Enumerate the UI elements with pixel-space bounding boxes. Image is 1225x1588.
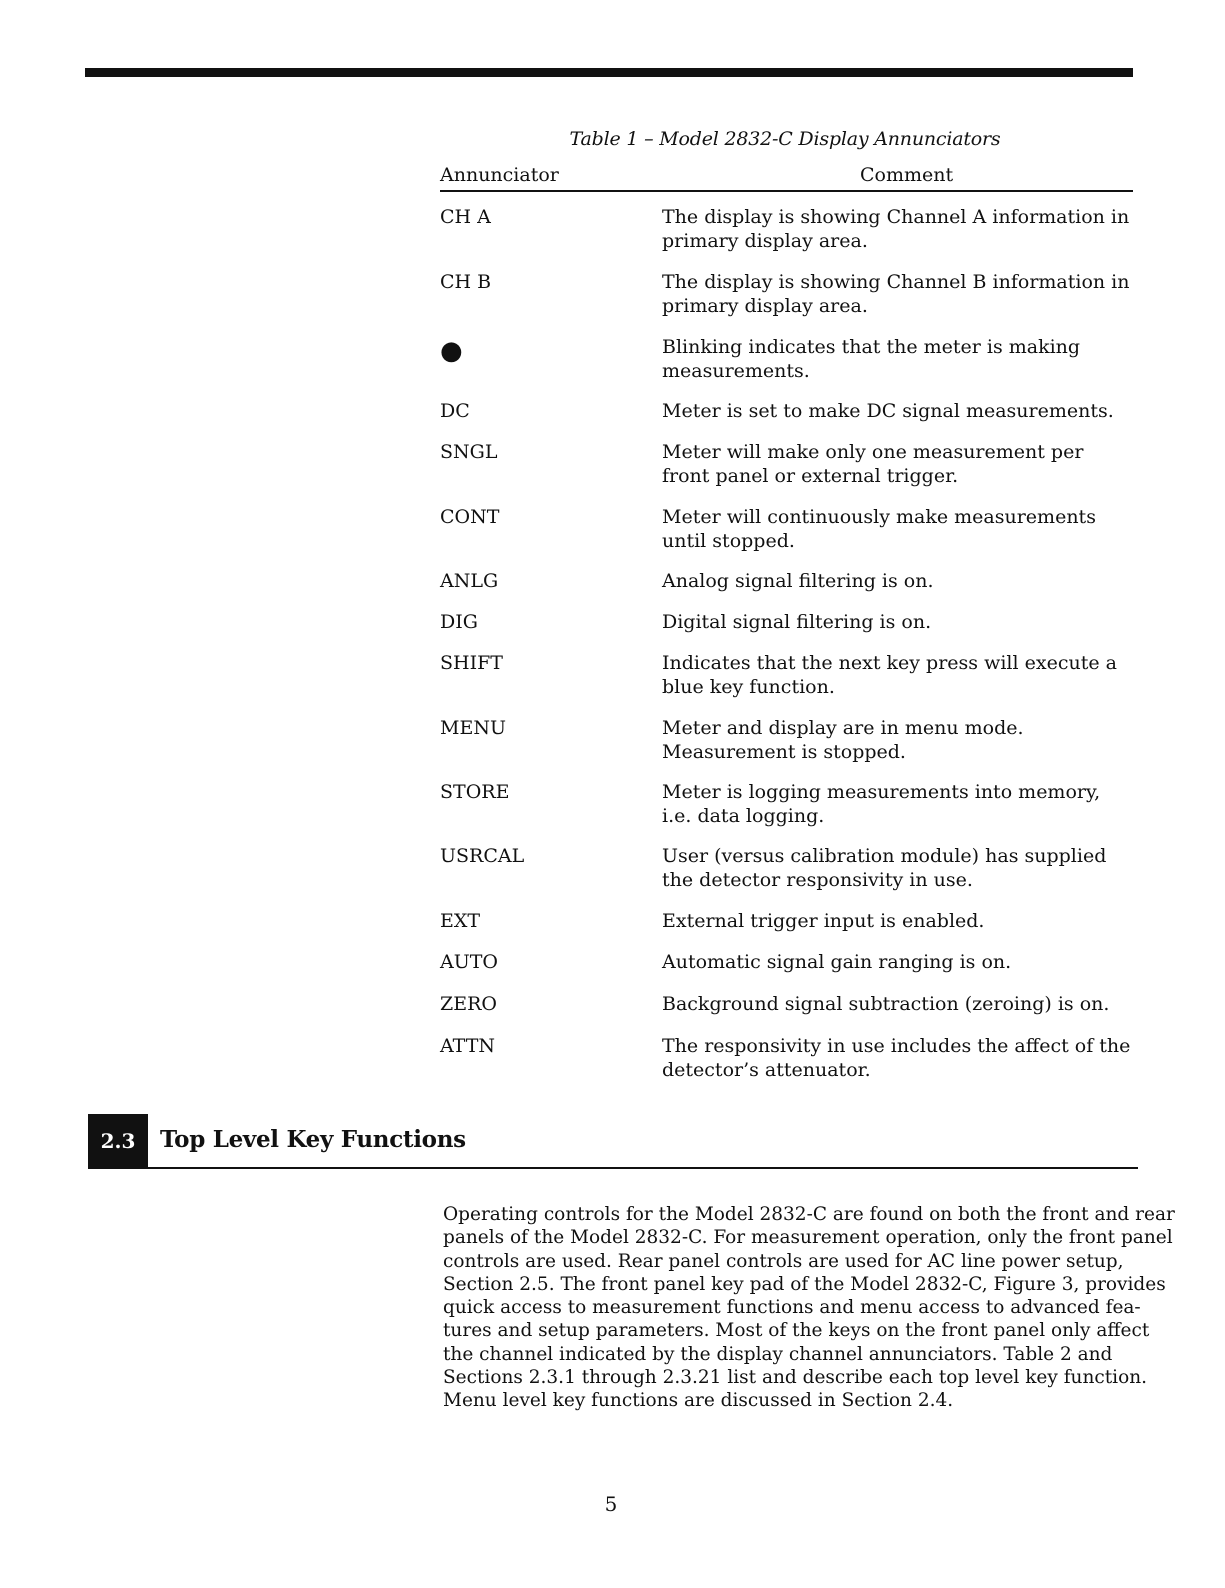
section-paragraph <box>443 1203 1175 1413</box>
table-header <box>440 164 1133 192</box>
annunciator-label: AUTO <box>440 951 498 973</box>
annunciator-label: EXT <box>440 910 481 932</box>
paragraph-line: Operating controls for the Model 2832-C are found on both the front and rear <box>443 1204 1175 1225</box>
page-number: 5 <box>604 1492 618 1516</box>
annunciator-comment: Meter will continuously make measurements until stopped. <box>662 506 1096 552</box>
paragraph-line: quick access to measurement functions and menu access to advanced fea- <box>443 1297 1141 1319</box>
top-rule <box>85 68 1133 77</box>
section-title: Top Level Key Functions <box>160 1126 466 1153</box>
annunciator-dot: ● <box>440 336 463 366</box>
annunciator-comment: External trigger input is enabled. <box>662 910 985 932</box>
annunciator-comment: Analog signal filtering is on. <box>662 570 934 592</box>
paragraph-line: panels of the Model 2832-C. For measurement operation, only the front panel <box>443 1227 1173 1249</box>
annunciator-label: CH A <box>440 206 491 228</box>
annunciator-comment: User (versus calibration module) has supplied the detector responsivity in use. <box>662 845 1107 891</box>
annunciator-comment: The display is showing Channel A information in primary display area. <box>662 206 1130 252</box>
annunciator-comment: Meter will make only one measurement per front panel or external trigger. <box>662 441 1084 487</box>
paragraph-line: controls are used. Rear panel controls are used for AC line power setup, <box>443 1250 1124 1272</box>
annunciator-comment: Meter and display are in menu mode. Measurement is stopped. <box>662 717 1024 763</box>
paragraph-line: tures and setup parameters. Most of the keys on the front panel only affect <box>443 1320 1150 1342</box>
annunciator-label: SNGL <box>440 441 498 463</box>
annunciator-label: STORE <box>440 781 510 803</box>
section-number: 2.3 <box>88 1114 148 1169</box>
annunciator-label: ZERO <box>440 993 497 1015</box>
annunciator-label: ANLG <box>440 570 499 592</box>
annunciator-label: CONT <box>440 506 500 528</box>
annunciator-comment: Indicates that the next key press will execute a blue key function. <box>662 652 1117 698</box>
annunciator-label: USRCAL <box>440 845 525 867</box>
paragraph-line: Section 2.5. The front panel key pad of the Model 2832-C, Figure 3, provides <box>443 1273 1166 1295</box>
section-rule <box>88 1167 1138 1169</box>
paragraph-line: Sections 2.3.1 through 2.3.21 list and describe each top level key function. <box>443 1367 1148 1389</box>
annunciator-comment: Meter is logging measurements into memory, i.e. data logging. <box>662 781 1101 827</box>
annunciator-label: MENU <box>440 717 506 739</box>
table-title: Table 1 – Model 2832-C Display Annunciators <box>569 128 1001 150</box>
annunciator-comment: Digital signal filtering is on. <box>662 611 932 633</box>
annunciator-comment: The responsivity in use includes the affect of the detector’s attenuator. <box>662 1035 1131 1081</box>
annunciator-label: ATTN <box>440 1035 496 1057</box>
annunciator-label: SHIFT <box>440 652 503 674</box>
header-comment: Comment <box>860 164 954 186</box>
annunciator-comment: Background signal subtraction (zeroing) is on. <box>662 993 1110 1015</box>
header-annunciator: Annunciator <box>440 164 559 186</box>
annunciator-comment: Meter is set to make DC signal measurements. <box>662 400 1114 422</box>
annunciator-comment: Automatic signal gain ranging is on. <box>662 951 1012 973</box>
paragraph-line: the channel indicated by the display channel annunciators. Table 2 and <box>443 1343 1113 1365</box>
annunciator-label: DIG <box>440 611 478 633</box>
annunciator-label: DC <box>440 400 470 422</box>
annunciator-comment: Blinking indicates that the meter is making measurements. <box>662 336 1081 382</box>
paragraph-line: Menu level key functions are discussed in Section 2.4. <box>443 1390 954 1412</box>
annunciator-label: CH B <box>440 271 492 293</box>
annunciator-comment: The display is showing Channel B information in primary display area. <box>662 271 1130 317</box>
